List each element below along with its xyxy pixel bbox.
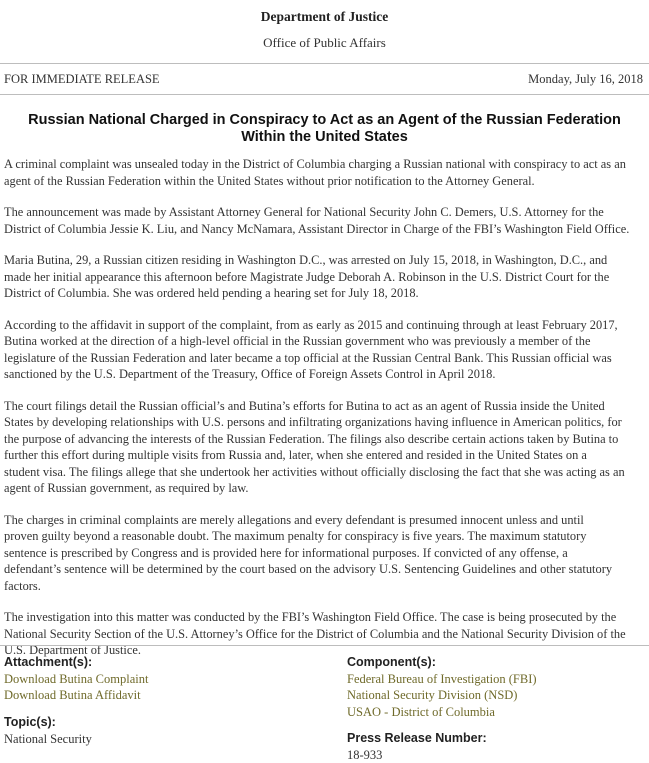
paragraph-line: District of Columbia. She was ordered held pending a hearing set for July 18, 2018. bbox=[4, 286, 419, 300]
press-release-number-value: 18-933 bbox=[347, 747, 383, 762]
paragraph-line: made her initial appearance this afternoon before Magistrate Judge Deborah A. Robinson in the U.S. District Court for the bbox=[4, 269, 610, 284]
paragraph-line: The announcement was made by Assistant Attorney General for National Security John C. Demers, U.S. Attorney for the bbox=[4, 205, 604, 219]
paragraph-line: sanctioned by the U.S. Department of the Treasury, Office of Foreign Assets Control in April 2018. bbox=[4, 367, 496, 381]
page-title bbox=[0, 112, 649, 146]
component-link-nsd[interactable]: National Security Division (NSD) bbox=[347, 688, 518, 702]
paragraph-line: Butina worked at the direction of a high-level official in the Russian government who was previously a member of the bbox=[4, 334, 591, 348]
article-paragraph bbox=[4, 317, 642, 383]
attachments-section bbox=[4, 654, 148, 704]
component-link-fbi[interactable]: Federal Bureau of Investigation (FBI) bbox=[347, 671, 537, 686]
footer-divider bbox=[0, 645, 649, 646]
paragraph-line: factors. bbox=[4, 578, 41, 593]
article-paragraph bbox=[4, 156, 642, 189]
article-paragraph bbox=[4, 204, 642, 237]
paragraph-line: A criminal complaint was unsealed today in the District of Columbia charging a Russian national with conspiracy to act as an bbox=[4, 157, 626, 171]
article-paragraph bbox=[4, 252, 642, 302]
paragraph-line: The court filings detail the Russian official’s and Butina’s efforts for Butina to act as an agent of Russia inside the United bbox=[4, 398, 605, 413]
article-body bbox=[4, 156, 642, 674]
paragraph-line: District of Columbia Jessie K. Liu, and Nancy McNamara, Assistant Director in Charge of the FBI’s Washington Field Office. bbox=[4, 221, 630, 236]
header-divider bbox=[0, 63, 649, 64]
paragraph-line: National Security Section of the U.S. Attorney’s Office for the District of Columbia and the National Security Division of the bbox=[4, 626, 626, 641]
paragraph-line: U.S. Department of Justice. bbox=[4, 643, 141, 657]
paragraph-line: proven guilty beyond a reasonable doubt. The maximum penalty for conspiracy is five years. The maximum statutory bbox=[4, 529, 587, 543]
download-affidavit-link[interactable]: Download Butina Affidavit bbox=[4, 688, 141, 702]
title-line: Within the United States bbox=[241, 129, 408, 145]
paragraph-line: Maria Butina, 29, a Russian citizen residing in Washington D.C., was arrested on July 15, 2018, in Washington, D.C., and bbox=[4, 253, 608, 267]
release-label: FOR IMMEDIATE RELEASE bbox=[4, 72, 160, 86]
paragraph-line: sentence is prescribed by Congress and is provided here for informational purposes. If convicted of any offense, a bbox=[4, 545, 568, 560]
title-line: Russian National Charged in Conspiracy to Act as an Agent of the Russian Federation bbox=[28, 112, 621, 128]
paragraph-line: the purpose of advancing the interests of the Russian Federation. The filings also describe certain actions taken by Butina to bbox=[4, 431, 619, 446]
article-paragraph bbox=[4, 609, 642, 659]
paragraph-line: further this effort during multiple visits from Russia and, later, when she entered and resided in the United States on a bbox=[4, 448, 587, 462]
paragraph-line: defendant’s sentence will be determined by the court based on the advisory U.S. Sentencing Guidelines and other statutory bbox=[4, 562, 613, 576]
paragraph-line: agent of the Russian Federation within the United States without prior notification to the Attorney General. bbox=[4, 173, 535, 188]
article-paragraph bbox=[4, 512, 642, 595]
download-complaint-link[interactable]: Download Butina Complaint bbox=[4, 671, 149, 686]
topics-heading: Topic(s): bbox=[4, 715, 56, 729]
paragraph-line: The charges in criminal complaints are merely allegations and every defendant is presumed innocent unless and until bbox=[4, 512, 584, 527]
paragraph-line: According to the affidavit in support of the complaint, from as early as 2015 and continuing through at least February 2017, bbox=[4, 317, 618, 332]
components-heading: Component(s): bbox=[347, 655, 436, 669]
topics-section bbox=[4, 714, 92, 747]
paragraph-line: legislature of the Russian Federation and later became a top official at the Russian Central Bank. This Russian official was bbox=[4, 350, 612, 365]
paragraph-line: The investigation into this matter was conducted by the FBI’s Washington Field Office. The case is being prosecuted by the bbox=[4, 610, 617, 624]
topic-value: National Security bbox=[4, 731, 92, 746]
paragraph-line: student visa. The filings allege that she undertook her activities without officially disclosing the fact that she was acting as an bbox=[4, 464, 625, 479]
department-name: Department of Justice bbox=[260, 9, 389, 24]
attachments-heading: Attachment(s): bbox=[4, 655, 93, 669]
office-name: Office of Public Affairs bbox=[263, 35, 386, 50]
components-section bbox=[347, 654, 537, 720]
component-link-usao[interactable]: USAO - District of Columbia bbox=[347, 704, 495, 719]
paragraph-line: agent of Russian government, as required by law. bbox=[4, 481, 249, 495]
release-divider bbox=[0, 94, 649, 95]
article-paragraph bbox=[4, 398, 642, 497]
paragraph-line: States by developing relationships with U.S. persons and infiltrating organizations having influence in American politics, for bbox=[4, 415, 622, 429]
release-date: Monday, July 16, 2018 bbox=[528, 72, 643, 86]
press-release-number-heading: Press Release Number: bbox=[347, 731, 487, 745]
press-release-number-section bbox=[347, 730, 487, 763]
